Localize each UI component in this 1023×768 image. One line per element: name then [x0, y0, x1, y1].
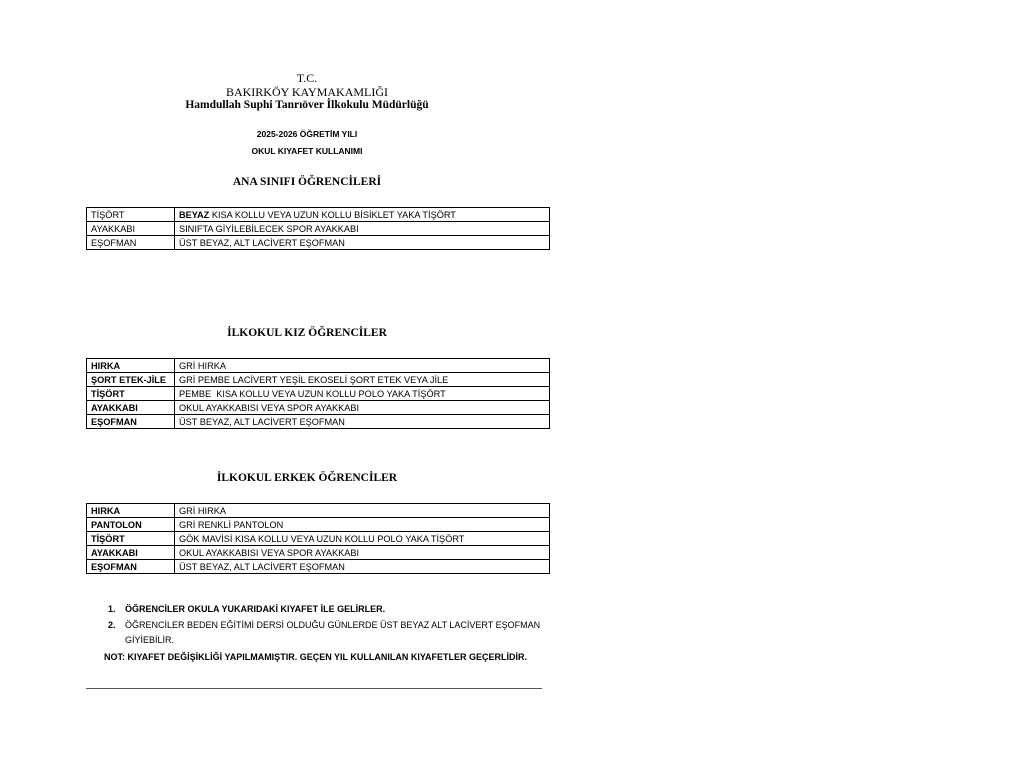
footer-note: NOT: KIYAFET DEĞİŞİKLİĞİ YAPILMAMIŞTIR. GEÇEN YIL KULLANILAN KIYAFETLER GEÇERLİDİR. [104, 652, 528, 662]
desc-text: KISA KOLLU VEYA UZUN KOLLU BİSİKLET YAKA TİŞÖRT [209, 209, 456, 220]
desc-cell: ÜST BEYAZ, ALT LACİVERT EŞOFMAN [175, 236, 550, 250]
section-title-anasinifi: ANA SINIFI ÖĞRENCİLERİ [232, 176, 382, 188]
table-row [87, 236, 550, 250]
item-cell: EŞOFMAN [87, 236, 175, 250]
note-1-number: 1. [108, 604, 116, 614]
note-2-line2: GİYİEBİLİR. [125, 635, 175, 645]
item-cell: EŞOFMAN [87, 415, 175, 429]
table-row [87, 373, 550, 387]
item-cell: ŞORT ETEK-JİLE [87, 373, 175, 387]
table-row [87, 415, 550, 429]
desc-cell: PEMBE KISA KOLLU VEYA UZUN KOLLU POLO YAKA TİŞÖRT [175, 387, 550, 401]
academic-year: 2025-2026 ÖĞRETİM YILI [256, 129, 358, 139]
item-cell: AYAKKABI [87, 546, 175, 560]
table-row [87, 560, 550, 574]
table-row [87, 359, 550, 373]
item-cell: AYAKKABI [87, 401, 175, 415]
item-cell: TİŞÖRT [87, 532, 175, 546]
table-erkek [86, 503, 550, 574]
desc-cell: ÜST BEYAZ, ALT LACİVERT EŞOFMAN [175, 415, 550, 429]
section-title-kiz: İLKOKUL KIZ ÖĞRENCİLER [227, 327, 387, 339]
note-2-line1: ÖĞRENCİLER BEDEN EĞİTİMİ DERSİ OLDUĞU GÜNLERDE ÜST BEYAZ ALT LACİVERT EŞOFMAN [125, 620, 541, 630]
desc-cell: ÜST BEYAZ, ALT LACİVERT EŞOFMAN [175, 560, 550, 574]
table-row [87, 387, 550, 401]
desc-cell: OKUL AYAKKABISI VEYA SPOR AYAKKABI [175, 546, 550, 560]
table-row [87, 208, 550, 222]
section-title-erkek: İLKOKUL ERKEK ÖĞRENCİLER [216, 472, 398, 484]
table-row [87, 518, 550, 532]
desc-cell: OKUL AYAKKABISI VEYA SPOR AYAKKABI [175, 401, 550, 415]
document-subject: OKUL KIYAFET KULLANIMI [251, 146, 363, 156]
header-kaymakamlik: BAKIRKÖY KAYMAKAMLIĞI [225, 85, 389, 99]
header-tc: T.C. [296, 71, 318, 85]
header-school: Hamdullah Suphi Tanrıöver İlkokulu Müdürlüğü [185, 99, 429, 111]
desc-cell: GÖK MAVİSİ KISA KOLLU VEYA UZUN KOLLU POLO YAKA TİŞÖRT [175, 532, 550, 546]
table-row [87, 401, 550, 415]
table-row [87, 222, 550, 236]
item-cell: AYAKKABI [87, 222, 175, 236]
desc-cell: GRİ RENKLİ PANTOLON [175, 518, 550, 532]
item-cell: TİŞÖRT [87, 208, 175, 222]
note-1: ÖĞRENCİLER OKULA YUKARIDAKİ KIYAFET İLE GELİRLER. [125, 604, 386, 614]
note-2-number: 2. [108, 620, 116, 630]
bold-prefix: BEYAZ [179, 209, 210, 220]
table-anasinifi [86, 207, 550, 250]
table-kiz [86, 358, 550, 429]
item-cell: TİŞÖRT [87, 387, 175, 401]
bottom-divider [86, 688, 542, 689]
table-row [87, 504, 550, 518]
desc-cell: GRİ HIRKA [175, 359, 550, 373]
desc-cell: GRİ PEMBE LACİVERT YEŞİL EKOSELİ ŞORT ETEK VEYA JİLE [175, 373, 550, 387]
desc-cell [175, 208, 550, 222]
item-cell: HIRKA [87, 359, 175, 373]
item-cell: PANTOLON [87, 518, 175, 532]
desc-cell: GRİ HIRKA [175, 504, 550, 518]
table-row [87, 532, 550, 546]
item-cell: HIRKA [87, 504, 175, 518]
table-row [87, 546, 550, 560]
desc-cell: SINIFTA GİYİLEBİLECEK SPOR AYAKKABI [175, 222, 550, 236]
item-cell: EŞOFMAN [87, 560, 175, 574]
